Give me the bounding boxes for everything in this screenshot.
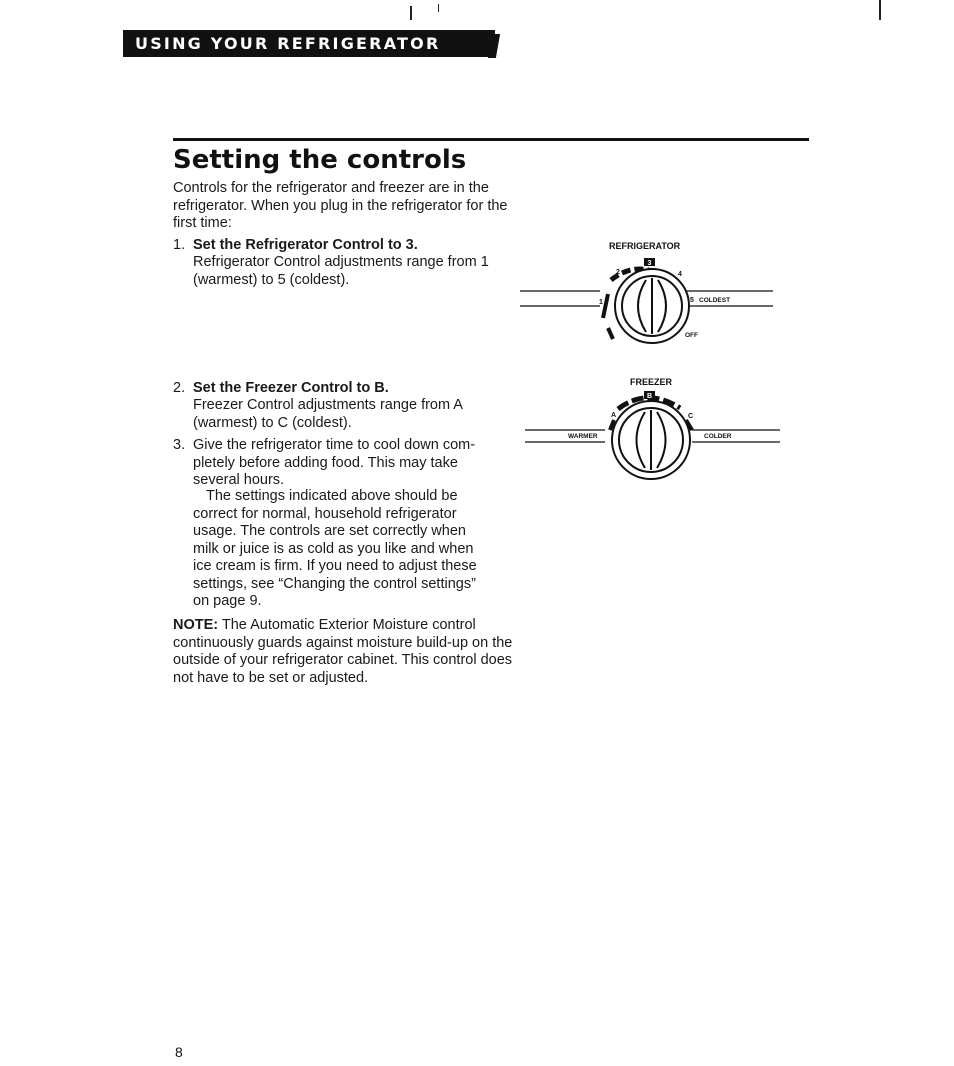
step-body: Refrigerator Control adjustments range from 1 (warmest) to 5 (coldest). [193, 254, 489, 288]
dial-warmer-label: WARMER [568, 433, 598, 440]
dial-mark: A [611, 412, 617, 419]
step-heading: Set the Refrigerator Control to 3. [193, 237, 418, 253]
scan-mark [410, 6, 412, 20]
title-rule [173, 138, 809, 141]
dial-setting: B [646, 393, 653, 400]
dial-tick [608, 328, 613, 339]
section-title: USING YOUR REFRIGERATOR [135, 34, 441, 53]
dial-setting: 3 [647, 260, 652, 267]
step-number: 3. [173, 437, 186, 453]
step-number: 1. [173, 237, 186, 253]
page-number: 8 [175, 1044, 183, 1060]
page-title: Setting the controls [173, 145, 467, 175]
scan-mark [438, 4, 439, 12]
step-heading: Set the Freezer Control to B. [193, 380, 389, 396]
dial-coldest-label: COLDEST [699, 297, 731, 304]
intro-paragraph: Controls for the refrigerator and freezer are in the refrigerator. When you plug in the refrigerator for the first time: [173, 180, 508, 231]
dial-mark: 4 [678, 271, 682, 278]
freezer-dial-label: FREEZER [630, 377, 673, 387]
step-body: Give the refrigerator time to cool down com-pletely before adding food. This may take several hours. [193, 437, 476, 488]
dial-tick [603, 294, 608, 318]
freezer-dial-illustration [520, 372, 785, 487]
note-label: NOTE: [173, 617, 219, 633]
dial-mark: 5 [690, 297, 694, 304]
dial-colder-label: COLDER [704, 433, 732, 440]
dial-mark: C [688, 413, 694, 420]
step-number: 2. [173, 380, 186, 396]
section-banner [123, 30, 495, 57]
dial-mark: 1 [599, 299, 603, 306]
note-text: The Automatic Exterior Moisture control continuously guards against moisture build-up on the outside of your refrigerator cabinet. This control does not have to be set or adjusted. [173, 617, 513, 686]
step-extra: The settings indicated above should be correct for normal, household refrigerator usage. The controls are set correctly when milk or juice is as cold as you like and when ice cream is firm. If you need to adjust these settings, see “Changing the control settings” on page 9. [193, 488, 477, 609]
step-body: Freezer Control adjustments range from A (warmest) to C (coldest). [193, 397, 463, 431]
refrigerator-dial-illustration [515, 236, 780, 356]
note-paragraph [173, 617, 518, 687]
scan-mark [879, 0, 881, 20]
dial-mark: 2 [616, 269, 620, 276]
dial-off-label: OFF [685, 332, 698, 339]
refrigerator-dial-label: REFRIGERATOR [609, 241, 681, 251]
